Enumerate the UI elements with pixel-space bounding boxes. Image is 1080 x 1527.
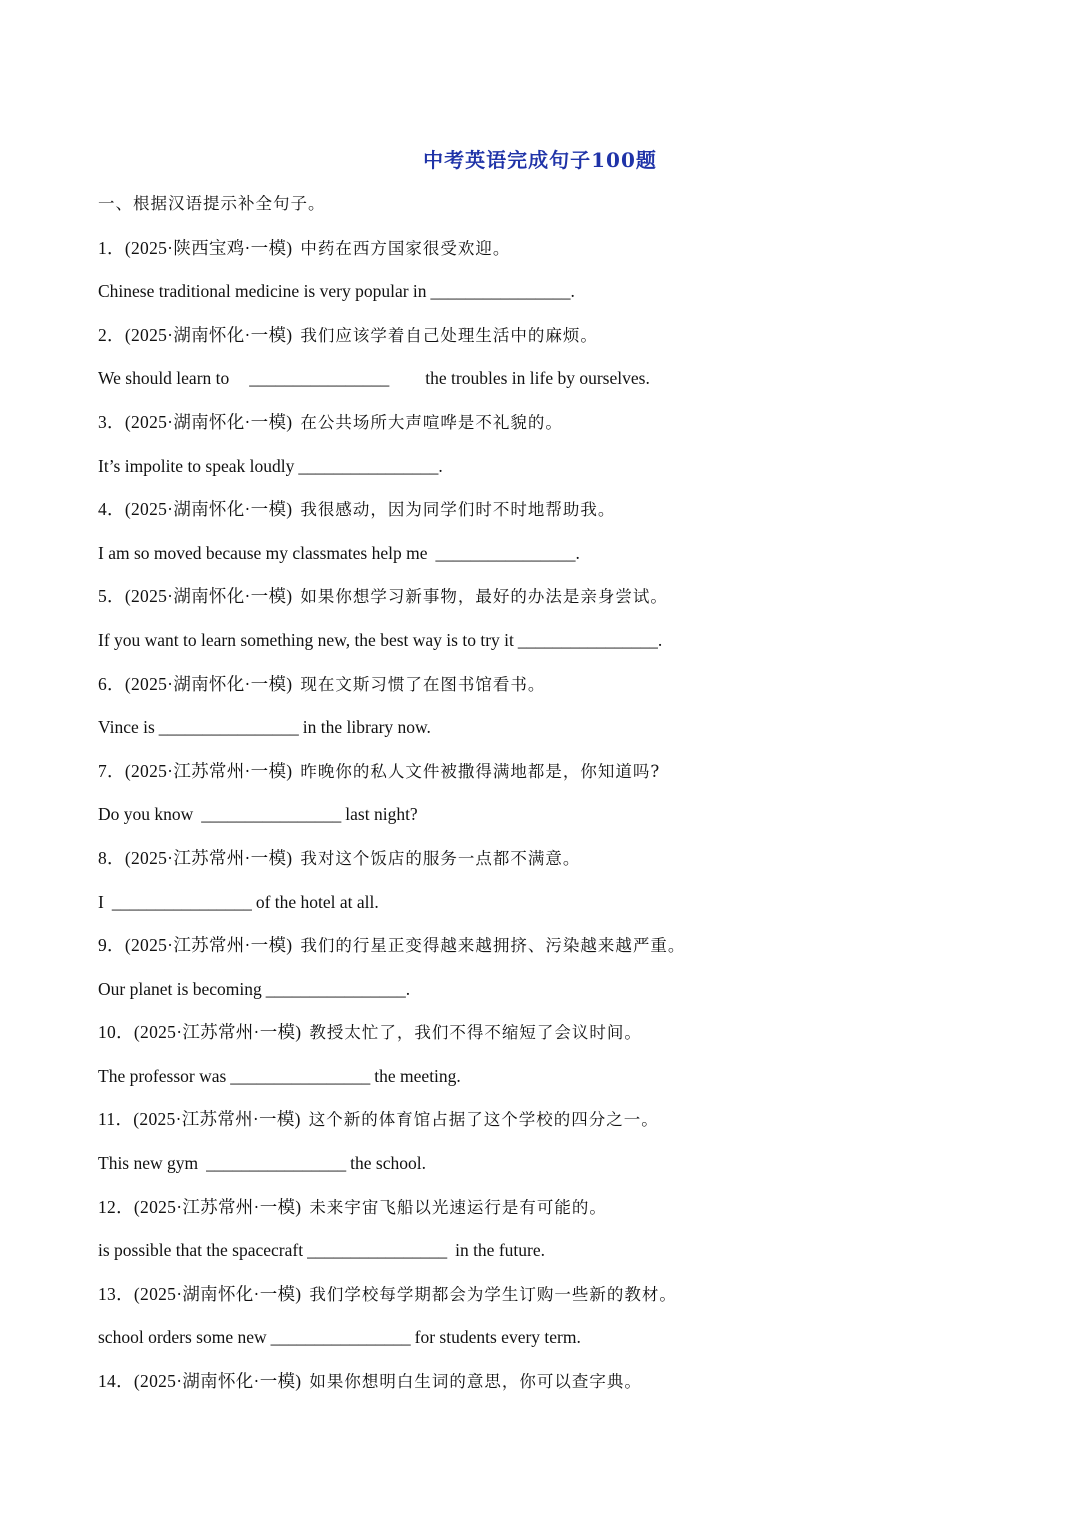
- question-number: 5．: [98, 586, 125, 607]
- page-title: 中考英语完成句子100题: [423, 148, 657, 172]
- question-source: (2025·湖南怀化·一模): [124, 673, 293, 694]
- answer-sentence: [98, 1062, 998, 1106]
- question-source: (2025·湖南怀化·一模): [133, 1283, 302, 1304]
- answer-sentence: [98, 713, 998, 757]
- answer-blank[interactable]: ________________: [270, 1327, 411, 1348]
- question-chinese: 我们的行星正变得越来越拥挤、污染越来越严重。: [300, 936, 686, 956]
- question-number: 1．: [98, 237, 125, 258]
- question-source: (2025·江苏常州·一模): [124, 847, 293, 868]
- answer-blank[interactable]: ________________: [298, 455, 439, 476]
- sentence-end: in the library now.: [302, 717, 431, 738]
- answer-blank[interactable]: ________________: [435, 542, 576, 563]
- answer-blank[interactable]: ________________: [230, 1065, 371, 1086]
- sentence-end: the meeting.: [374, 1065, 461, 1086]
- sentence-start: Vince is: [98, 717, 155, 738]
- sentence-end: the school.: [350, 1153, 426, 1174]
- sentence-start: is possible that the spacecraft: [98, 1240, 304, 1261]
- question-source: (2025·陕西宝鸡·一模): [124, 237, 293, 258]
- question-chinese: 昨晚你的私人文件被撒得满地都是，你知道吗?: [300, 761, 661, 781]
- question-prompt: [98, 931, 998, 975]
- question-source: (2025·江苏常州·一模): [124, 935, 293, 956]
- sentence-end: .: [575, 542, 580, 563]
- question-number: 8．: [98, 847, 125, 868]
- question-chinese: 教授太忙了，我们不得不缩短了会议时间。: [309, 1023, 642, 1043]
- question-prompt: [98, 1018, 998, 1062]
- answer-sentence: [98, 452, 998, 496]
- question-number: 13．: [98, 1283, 134, 1304]
- question-prompt: [98, 321, 998, 365]
- question-number: 7．: [98, 760, 125, 781]
- sentence-start: school orders some new: [98, 1327, 267, 1348]
- question-number: 11．: [98, 1109, 134, 1130]
- answer-blank[interactable]: ________________: [158, 717, 299, 738]
- question-prompt: [98, 670, 998, 714]
- question-chinese: 未来宇宙飞船以光速运行是有可能的。: [309, 1197, 607, 1217]
- answer-sentence: [98, 1149, 998, 1193]
- question-chinese: 我们学校每学期都会为学生订购一些新的教材。: [309, 1284, 677, 1304]
- answer-sentence: [98, 888, 998, 932]
- sentence-start: This new gym: [98, 1153, 199, 1174]
- question-prompt: [98, 1105, 998, 1149]
- sentence-start: Do you know: [98, 804, 194, 825]
- question-prompt: [98, 234, 998, 278]
- sentence-end: .: [438, 455, 443, 476]
- question-chinese: 在公共场所大声喧哗是不礼貌的。: [300, 412, 563, 432]
- question-source: (2025·江苏常州·一模): [133, 1196, 302, 1217]
- question-number: 2．: [98, 324, 125, 345]
- question-source: (2025·湖南怀化·一模): [133, 1371, 302, 1392]
- sentence-start: We should learn to: [98, 368, 230, 389]
- question-source: (2025·湖南怀化·一模): [124, 324, 293, 345]
- question-chinese: 我对这个饭店的服务一点都不满意。: [300, 848, 581, 868]
- question-number: 12．: [98, 1196, 134, 1217]
- question-number: 14．: [98, 1371, 134, 1392]
- question-chinese: 现在文斯习惯了在图书馆看书。: [300, 674, 546, 694]
- question-number: 9．: [98, 935, 125, 956]
- question-source: (2025·湖南怀化·一模): [124, 586, 293, 607]
- sentence-end: the troubles in life by ourselves.: [425, 368, 650, 389]
- question-number: 6．: [98, 673, 125, 694]
- sentence-end: in the future.: [455, 1240, 545, 1261]
- answer-blank[interactable]: ________________: [265, 978, 406, 999]
- answer-blank[interactable]: ________________: [206, 1153, 347, 1174]
- question-chinese: 我们应该学着自己处理生活中的麻烦。: [300, 325, 598, 345]
- question-source: (2025·江苏常州·一模): [133, 1109, 301, 1130]
- answer-sentence: [98, 626, 998, 670]
- answer-blank[interactable]: ________________: [307, 1240, 448, 1261]
- sentence-start: The professor was: [98, 1065, 227, 1086]
- sentence-start: I am so moved because my classmates help me: [98, 542, 428, 563]
- question-prompt: [98, 844, 998, 888]
- answer-blank[interactable]: ________________: [517, 629, 658, 650]
- sentence-end: of the hotel at all.: [255, 891, 379, 912]
- question-number: 4．: [98, 499, 125, 520]
- question-source: (2025·湖南怀化·一模): [124, 499, 293, 520]
- sentence-start: I: [98, 891, 104, 912]
- answer-blank[interactable]: ________________: [430, 281, 571, 302]
- question-number: 10．: [98, 1022, 134, 1043]
- sentence-start: Chinese traditional medicine is very popular in: [98, 281, 427, 302]
- sentence-end: .: [405, 978, 411, 999]
- answer-sentence: [98, 975, 998, 1019]
- answer-sentence: [98, 277, 998, 321]
- question-chinese: 中药在西方国家很受欢迎。: [300, 238, 511, 258]
- question-chinese: 这个新的体育馆占据了这个学校的四分之一。: [308, 1110, 659, 1130]
- section-heading: 一、根据汉语提示补全句子。: [98, 194, 326, 213]
- question-prompt: [98, 408, 998, 452]
- question-prompt: [98, 757, 998, 801]
- sentence-end: .: [657, 629, 663, 650]
- question-source: (2025·江苏常州·一模): [133, 1022, 302, 1043]
- answer-blank[interactable]: ________________: [201, 804, 342, 825]
- question-list: [98, 190, 998, 1411]
- answer-sentence: [98, 1236, 998, 1280]
- sentence-end: last night?: [345, 804, 418, 825]
- question-prompt: [98, 495, 998, 539]
- answer-sentence: [98, 800, 998, 844]
- question-prompt: [98, 582, 998, 626]
- sentence-start: It’s impolite to speak loudly: [98, 455, 295, 476]
- question-chinese: 我很感动，因为同学们时不时地帮助我。: [300, 500, 616, 520]
- question-source: (2025·江苏常州·一模): [124, 760, 293, 781]
- question-prompt: [98, 1367, 998, 1411]
- answer-blank[interactable]: ________________: [249, 368, 390, 389]
- sentence-start: Our planet is becoming: [98, 978, 262, 999]
- question-prompt: [98, 1193, 998, 1237]
- answer-sentence: [98, 539, 998, 583]
- answer-sentence: [98, 1323, 998, 1367]
- question-chinese: 如果你想明白生词的意思，你可以查字典。: [309, 1372, 642, 1392]
- answer-sentence: [98, 364, 998, 408]
- question-prompt: [98, 1280, 998, 1324]
- question-source: (2025·湖南怀化·一模): [124, 411, 293, 432]
- question-chinese: 如果你想学习新事物，最好的办法是亲身尝试。: [300, 587, 668, 607]
- sentence-end: .: [570, 281, 575, 302]
- sentence-start: If you want to learn something new, the best way is to try it: [98, 629, 514, 650]
- sentence-end: for students every term.: [414, 1327, 581, 1348]
- answer-blank[interactable]: ________________: [111, 891, 252, 912]
- question-number: 3．: [98, 411, 125, 432]
